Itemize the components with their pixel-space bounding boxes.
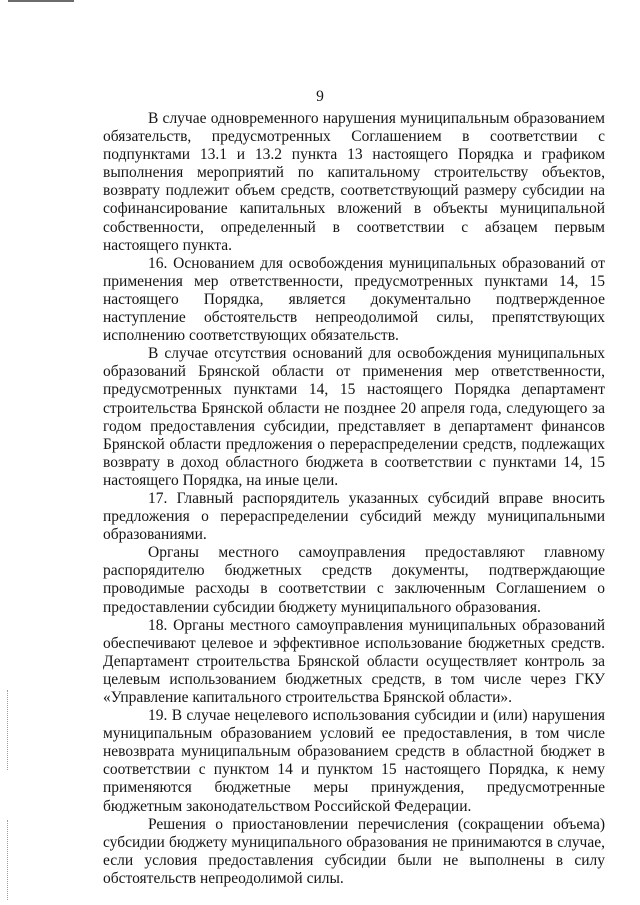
document-body bbox=[103, 110, 605, 888]
paragraph: Решения о приостановлении перечисления (сокращении объема) субсидии бюджету муниципального образования не принимаются в случае, если условия предоставления субсидии были не выполнены в силу обстоятельств непреодолимой силы. bbox=[103, 815, 605, 887]
scan-edge-mark bbox=[8, 0, 74, 2]
paragraph: 16. Основанием для освобождения муниципальных образований от применения мер ответственности, предусмотренных пунктами 14, 15 настоящего Порядка, является документально подтвержденное наступление обстоятельств непреодолимой силы, препятствующих исполнению соответствующих обязательств. bbox=[103, 254, 605, 345]
scan-margin-artifact bbox=[7, 690, 9, 770]
paragraph: 19. В случае нецелевого использования субсидии и (или) нарушения муниципальным образованием условий ее предоставления, в том числе невозврата муниципальным образованием средств в областной бюджет в соответствии с пунктом 14 и пунктом 15 настоящего Порядка, к нему применяются бюджетные меры принуждения, предусмотренные бюджетным законодательством Российской Федерации. bbox=[103, 707, 605, 815]
paragraph: В случае одновременного нарушения муниципальным образованием обязательств, предусмотренных Соглашением в соответствии с подпунктами 13.1 и 13.2 пункта 13 настоящего Порядка и графиком выполнения мероприятий по капитальному строительству объектов, возврату подлежит объем средств, соответствующий размеру субсидии на софинансирование капитальных вложений в объекты муниципальной собственности, определенный в соответствии с абзацем первым настоящего пункта. bbox=[103, 110, 605, 254]
scan-margin-artifact bbox=[7, 820, 9, 900]
paragraph: 18. Органы местного самоуправления муниципальных образований обеспечивают целевое и эффективное использование бюджетных средств. Департамент строительства Брянской области осуществляет контроль за целевым использованием бюджетных средств, в том числе через ГКУ «Управление капитального строительства Брянской области». bbox=[103, 616, 605, 706]
paragraph: 17. Главный распорядитель указанных субсидий вправе вносить предложения о перераспределении субсидий между муниципальными образованиями. bbox=[103, 489, 605, 544]
paragraph: Органы местного самоуправления предоставляют главному распорядителю бюджетных средств документы, подтверждающие проводимые расходы в соответствии с заключенным Соглашением о предоставлении субсидии бюджету муниципального образования. bbox=[103, 544, 605, 616]
paragraph: В случае отсутствия оснований для освобождения муниципальных образований Брянской области от применения мер ответственности, предусмотренных пунктами 14, 15 настоящего Порядка департамент строительства Брянской области не позднее 20 апреля года, следующего за годом предоставления субсидии, представляет в департамент финансов Брянской области предложения о перераспределении средств, подлежащих возврату в доход областного бюджета в соответствии с пунктами 14, 15 настоящего Порядка, на иные цели. bbox=[103, 345, 605, 489]
page-number: 9 bbox=[316, 88, 324, 105]
